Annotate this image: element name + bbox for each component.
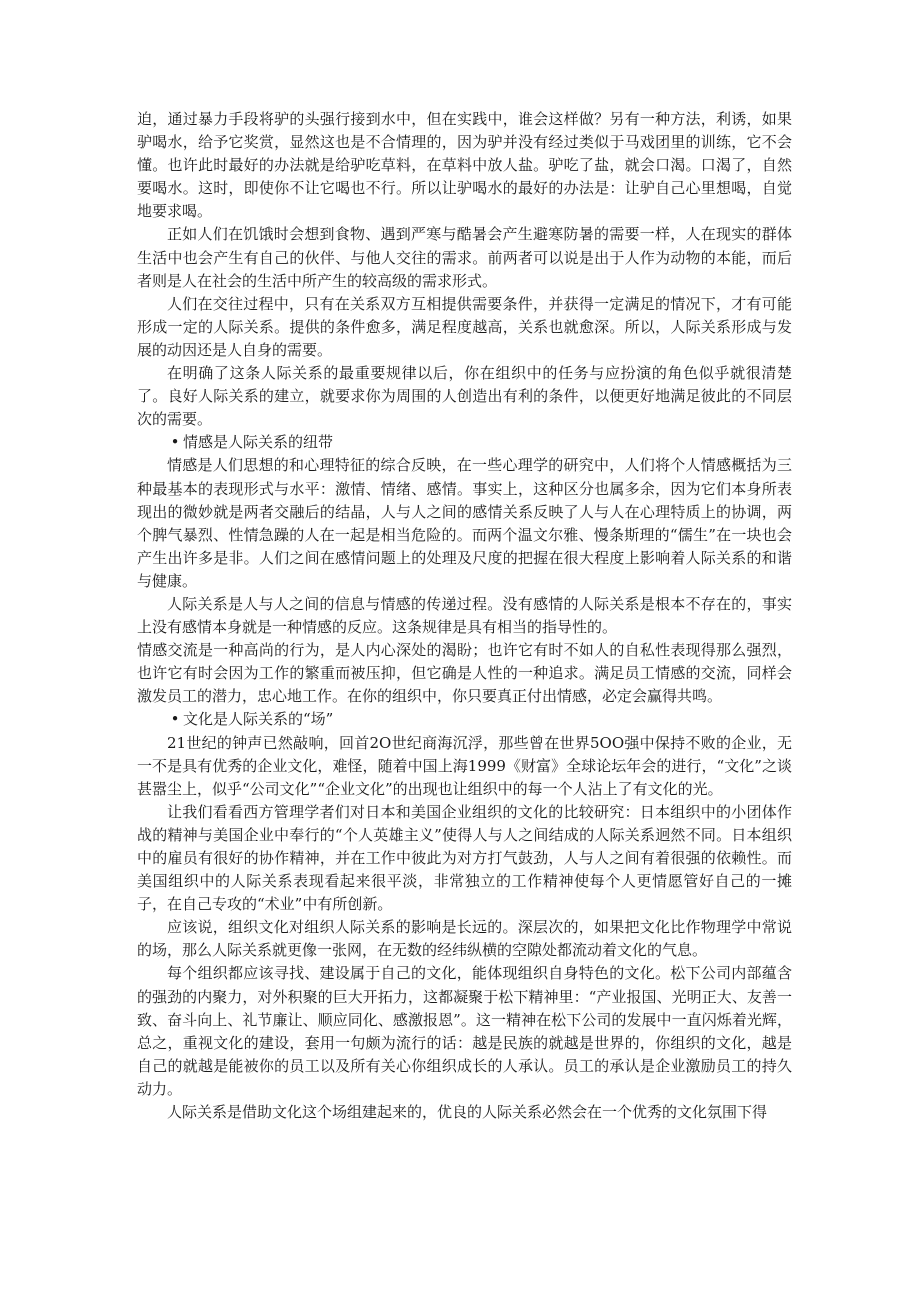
paragraph-human-needs: 正如人们在饥饿时会想到食物、遇到严寒与酷暑会产生避寒防暑的需要一样，人在现实的群体生活中也会产生有自己的伙伴、与他人交往的需求。前两者可以说是出于人作为动物的本能，而后者则是人在社会的生活中所产生的较高级的需求形式。 <box>137 225 792 290</box>
paragraph-role-in-organization: 在明确了这条人际关系的最重要规律以后，你在组织中的任务与应扮演的角色似乎就很清楚了。良好人际关系的建立，就要求你为周围的人创造出有利的条件，以便更好地满足彼此的不同层次的需要。 <box>137 364 792 429</box>
paragraph-emotion-exchange: 情感交流是一种高尚的行为，是人内心深处的渴盼；也许它有时不如人的自私性表现得那么强烈，也许它有时会因为工作的繁重而被压抑，但它确是人性的一种追求。满足员工情感的交流，同样会激发员工的潜力，忠心地工作。在你的组织中，你只要真正付出情感，必定会赢得共鸣。 <box>137 641 792 706</box>
paragraph-21st-century: 21世纪的钟声已然敲响，回首2O世纪商海沉浮，那些曾在世界5OO强中保持不败的企业，无一不是具有优秀的企业文化，难怪，随着中国上海1999《财富》全球论坛年会的进行，“文化”之谈甚嚣尘上，似乎“公司文化”“企业文化”的出现也让组织中的每一个人沾上了有文化的光。 <box>137 733 792 798</box>
heading-culture <box>137 708 792 731</box>
heading-culture-text: 文化是人际关系的“场” <box>183 710 334 729</box>
paragraph-emotion-transfer: 人际关系是人与人之间的信息与情感的传递过程。没有感情的人际关系是根本不存在的，事实上没有感情本身就是一种情感的反应。这条规律是具有相当的指导性的。 <box>137 594 792 637</box>
paragraph-donkey-methods: 迫，通过暴力手段将驴的头强行接到水中，但在实践中，谁会这样做？另有一种方法，利诱，如果驴喝水，给予它奖赏，显然这也是不合情理的，因为驴并没有经过类似于马戏团里的训练，它不会懂。也许此时最好的办法就是给驴吃草料，在草料中放人盐。驴吃了盐，就会口渴。口渴了，自然要喝水。这时，即使你不让它喝也不行。所以让驴喝水的最好的办法是：让驴自己心里想喝，自觉地要求喝。 <box>137 110 792 221</box>
paragraph-closing: 人际关系是借助文化这个场组建起来的，优良的人际关系必然会在一个优秀的文化氛围下得 <box>167 1103 768 1122</box>
heading-emotion <box>137 431 792 454</box>
paragraph-japan-us-comparison: 让我们看看西方管理学者们对日本和美国企业组织的文化的比较研究：日本组织中的小团体作战的精神与美国企业中奉行的“个人英雄主义”使得人与人之间结成的人际关系迥然不同。日本组织中的雇员有很好的协作精神，并在工作中彼此为对方打气鼓劲，人与人之间有着很强的依赖性。而美国组织中的人际关系表现看起来很平淡，非常独立的工作精神使每个人更情愿管好自己的一摊子，在自己专攻的“术业”中有所创新。 <box>137 802 792 914</box>
document-body <box>137 108 792 1124</box>
paragraph-panasonic-culture: 每个组织都应该寻找、建设属于自己的文化，能体现组织自身特色的文化。松下公司内部蕴含的强劲的内聚力，对外积聚的巨大开拓力，这都凝聚于松下精神里：“产业报国、光明正大、友善一致、奋斗向上、礼节廉让、顺应同化、感激报恩”。这一精神在松下公司的发展中一直闪烁着光辉，总之，重视文化的建设，套用一句颇为流行的话：越是民族的就越是世界的，你组织的文化，越是自己的就越是能被你的员工以及所有关心你组织成长的人承认。员工的承认是企业激励员工的持久动力。 <box>137 964 792 1098</box>
paragraph-emotion-forms: 情感是人们思想的和心理特征的综合反映，在一些心理学的研究中，人们将个人情感概括为三种最基本的表现形式与水平：激情、情绪、感情。事实上，这种区分也属多余，因为它们本身所表现出的微妙就是两者交融后的结晶，人与人之间的感情关系反映了人与人在心理特质上的协调，两个脾气暴烈、性情急躁的人在一起是相当危险的。而两个温文尔雅、慢条斯理的“儒生”在一块也会产生出许多是非。人们之间在感情问题上的处理及尺度的把握在很大程度上影响着人际关系的和谐与健康。 <box>137 456 792 590</box>
heading-emotion-text: 情感是人际关系的纽带 <box>183 433 334 452</box>
paragraph-interaction-conditions: 人们在交往过程中，只有在关系双方互相提供需要条件，并获得一定满足的情况下，才有可能形成一定的人际关系。提供的条件愈多，满足程度越高，关系也就愈深。所以，人际关系形成与发展的动因还是人自身的需要。 <box>137 294 792 359</box>
paragraph-culture-field: 应该说，组织文化对组织人际关系的影响是长远的。深层次的，如果把文化比作物理学中常说的场，那么人际关系就更像一张网，在无数的经纬纵横的空隙处都流动着文化的气息。 <box>137 918 792 960</box>
bullet-dot-icon: • <box>170 433 180 452</box>
bullet-dot-icon: • <box>170 710 180 729</box>
